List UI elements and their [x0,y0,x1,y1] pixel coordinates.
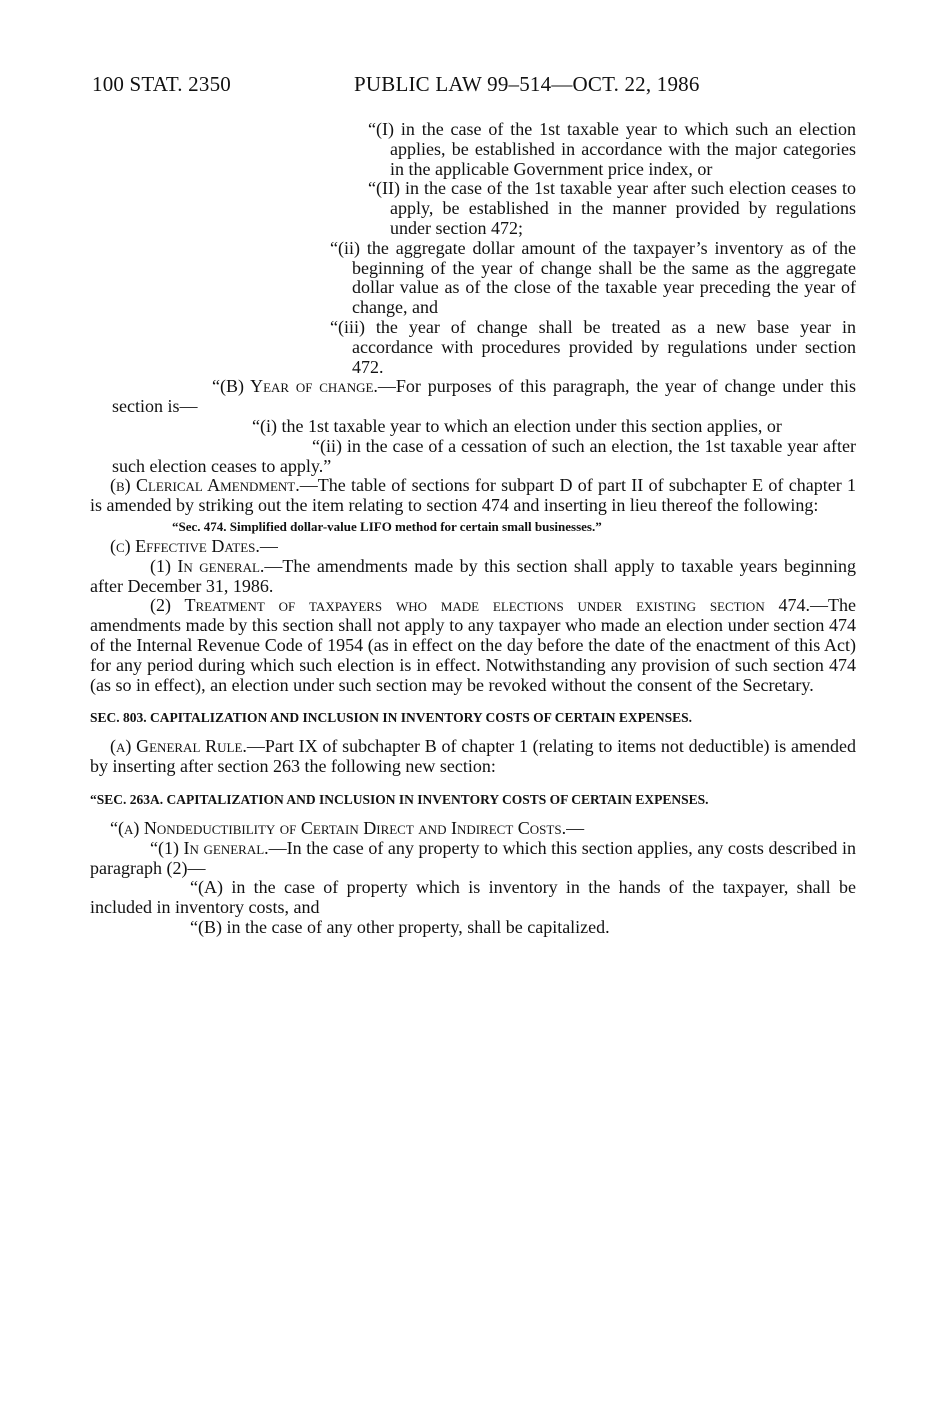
section-263a-heading: “SEC. 263A. CAPITALIZATION AND INCLUSION IN INVENTORY COSTS OF CERTAIN EXPENSES. [90,791,709,807]
law-title: PUBLIC LAW 99–514—OCT. 22, 1986 [354,72,700,96]
in-general-paragraph [90,839,856,879]
year-of-change-paragraph [112,377,856,417]
subparagraph-B-text: “(B) in the case of any other property, shall be capitalized. [190,916,610,937]
subparagraph-A [90,878,856,918]
clerical-amendment [90,476,856,516]
subparagraph-B [90,918,856,938]
year-of-change-ii-text: “(ii) in the case of a cessation of such an election, the 1st taxable year after such election ceases to apply.” [112,435,856,476]
clause-I: “(I) in the case of the 1st taxable year to which such an election applies, be established in accordance with the major categories in the applicable Government price index, or [368,119,856,179]
clause-iii: “(iii) the year of change shall be treated as a new base year in accordance with procedures provided by regulations under section 472. [330,316,856,377]
nondeductibility-title: “(a) Nondeductibility of Certain Direct and Indirect Costs.— [110,817,585,838]
clerical-amendment-text: —The table of sections for subpart D of part II of subchapter E of chapter 1 is amended by striking out the item relating to section 474 and inserting in lieu thereof the following: [90,475,856,516]
year-of-change-heading: “(B) Year of change. [212,376,378,397]
year-of-change-i [112,417,856,437]
clerical-amendment-heading: (b) Clerical Amendment. [110,475,300,496]
page-body [90,119,857,938]
effective-dates-heading [90,537,856,557]
nondeductibility-heading [90,819,856,839]
statute-citation: 100 STAT. 2350 [92,72,231,96]
general-rule-text: —Part IX of subchapter B of chapter 1 (relating to items not deductible) is amended by inserting after section 263 the following new section: [90,736,856,777]
effective-dates-title: (c) Effective Dates.— [110,535,278,556]
table-of-sections-entry: “Sec. 474. Simplified dollar-value LIFO method for certain small businesses.” [172,518,602,534]
effective-general-heading: (1) In general. [150,555,265,576]
effective-general [90,557,856,597]
year-of-change-i-text: “(i) the 1st taxable year to which an election under this section applies, or [252,415,782,436]
section-803-heading: SEC. 803. CAPITALIZATION AND INCLUSION IN INVENTORY COSTS OF CERTAIN EXPENSES. [90,710,693,726]
general-rule-heading: (a) General Rule. [110,736,247,757]
year-of-change-text: —For purposes of this paragraph, the year of change under this section is— [112,376,856,417]
in-general-heading: “(1) In general. [150,837,269,858]
clause-ii: “(ii) the aggregate dollar amount of the taxpayer’s inventory as of the beginning of the year of change shall be the same as the aggregate dollar value as of the close of the taxable year preceding the year of change, and [330,237,856,318]
effective-treatment-heading: (2) Treatment of taxpayers who made elections under existing section 474. [150,595,811,616]
general-rule [90,737,856,777]
effective-treatment-text: —The amendments made by this section shall not apply to any taxpayer who made an election under section 474 of the Internal Revenue Code of 1954 (as in effect on the day before the date of the enactment of this Act) for any period during which such election is in effect. Notwithstanding any provision of such section 474 (as so in effect), an election under such section may be revoked without the consent of the Secretary. [90,595,856,695]
in-general-text: —In the case of any property to which this section applies, any costs described in paragraph (2)— [90,837,856,878]
subparagraph-A-text: “(A) in the case of property which is inventory in the hands of the taxpayer, shall be included in inventory costs, and [90,877,856,918]
effective-treatment [90,596,856,695]
year-of-change-ii [112,437,856,477]
effective-general-text: —The amendments made by this section shall apply to taxable years beginning after December 31, 1986. [90,555,857,596]
clause-II: “(II) in the case of the 1st taxable year after such election ceases to apply, be established in the manner provided by regulations under section 472; [368,178,856,238]
